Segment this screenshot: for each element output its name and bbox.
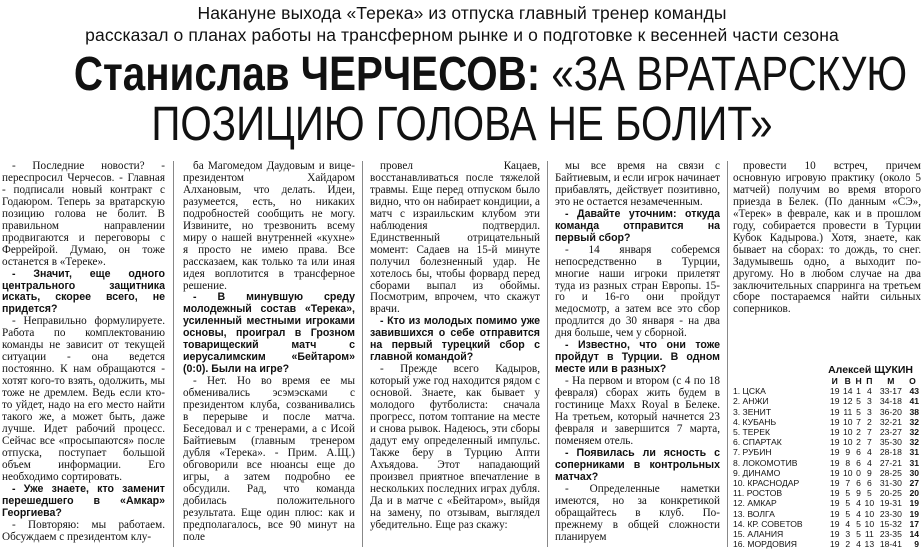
standings-body — [733, 386, 919, 549]
standings-draws: 4 — [856, 508, 861, 519]
standings-goals: 23-27 — [879, 427, 902, 438]
standings-losses: 13 — [864, 539, 875, 549]
standings-games: 19 — [829, 518, 840, 529]
standings-wins: 4 — [845, 518, 851, 529]
article-paragraph: - Повторяю: мы работаем. Обсуждаем с президентом клу- — [2, 518, 165, 543]
standings-team: 9. ДИНАМО — [733, 467, 781, 478]
standings-points: 30 — [909, 467, 919, 478]
standings-goals: 20-25 — [879, 488, 902, 499]
standings-header-team — [733, 376, 828, 386]
standings-row — [733, 529, 919, 539]
standings-losses: 7 — [866, 437, 872, 448]
standings-points: 32 — [909, 416, 919, 427]
column-divider — [173, 161, 174, 547]
interview-question: - Уже знаете, кто заменит перешедшего в «Амкар» Георгиева? — [2, 482, 165, 519]
standings-team: 11. РОСТОВ — [733, 488, 783, 499]
standings-draws: 4 — [856, 539, 861, 549]
standings-wins: 2 — [845, 539, 851, 549]
column-divider — [547, 161, 548, 547]
standings-points: 32 — [909, 427, 919, 438]
standings-games: 19 — [829, 529, 840, 540]
standings-draws: 5 — [856, 396, 861, 407]
standings-points: 43 — [909, 386, 919, 397]
standings-losses: 3 — [866, 396, 872, 407]
standings-losses: 6 — [866, 478, 872, 489]
standings-team: 1. ЦСКА — [733, 386, 766, 397]
standings-row — [733, 407, 919, 417]
standings-losses: 10 — [864, 498, 875, 509]
standings-goals: 18-41 — [879, 539, 902, 549]
headline-quote-1: «ЗА ВРАТАРСКУЮ — [551, 48, 908, 101]
headline-line-1 — [73, 48, 908, 101]
interview-question: - Появилась ли ясность с соперниками в контрольных матчах? — [555, 446, 720, 483]
standings-draws: 2 — [856, 437, 861, 448]
standings-table — [733, 376, 919, 549]
standings-team: 14. КР. СОВЕТОВ — [733, 518, 803, 529]
standings-team: 6. СПАРТАК — [733, 437, 782, 448]
standings-losses: 10 — [864, 518, 875, 529]
standings-points: 14 — [909, 529, 919, 540]
standings-games: 19 — [829, 488, 840, 499]
standings-losses: 4 — [866, 457, 872, 468]
standings-header-games: И — [831, 376, 838, 386]
article-paragraph: - 14 января соберемся непосредственно в Турции, многие наши игроки прилетят туда из разных стран Европы. 15-го и 16-го они пройдут медосмотр, а затем все это сбор продлится до 30 января - на два дня больше, чем у сборной. — [555, 243, 720, 340]
standings-goals: 35-30 — [879, 437, 902, 448]
standings-row — [733, 498, 919, 508]
standings-points: 19 — [909, 508, 919, 519]
standings-team: 12. АМКАР — [733, 498, 777, 509]
standings-draws: 5 — [856, 406, 861, 417]
standings-draws: 5 — [856, 518, 861, 529]
interview-question: - Известно, что они тоже пройдут в Турции. В одном месте или в разных? — [555, 339, 720, 376]
standings-games: 19 — [829, 416, 840, 427]
headline — [0, 50, 924, 150]
standings-wins: 14 — [843, 386, 853, 397]
interview-question: - В минувшую среду молодежный состав «Терека», усиленный местными игроками основы, проиграл в Грозном товарищеский матч с иерусалимским «Бейтаром» (0:0). Были на игре? — [183, 291, 355, 376]
standings-header-draws: Н — [855, 376, 862, 386]
article-paragraph: - Прежде всего Кадыров, который уже год находится рядом с основой. Знаете, как бывает у молодого футболиста: сначала прогресс, потом топтание на месте и снова рывок. Надеюсь, эти сборы дадут ему определенный импульс. Также беру в Турцию Апти Ахъядова. Этот нападающий произвел приятное впечатление в нескольких последних играх дубля. Да и в матче с «Бейтаром», выйдя на замену, по отзывам, выглядел убедительно. Еще раз скажу: — [370, 363, 540, 531]
article-paragraph: ба Магомедом Даудовым и вице-президентом Хайдаром Алхановым, что делать. Идеи, разумеется, есть, но никаких подробностей сообщить не могу. Извините, но трезвонить всему миру о нашей внутренней «кухне» я просто не имею права. Все рассказаем, как только та или иная идея воплотится в трансферное решение. — [183, 161, 355, 292]
standings-team: 5. ТЕРЕК — [733, 427, 771, 438]
author-byline: Алексей ЩУКИН — [828, 364, 913, 376]
standings-points: 19 — [909, 498, 919, 509]
standings-wins: 8 — [845, 457, 851, 468]
article-paragraph: провести 10 встреч, причем основную игровую практику (около 5 матчей) получим во время второго приезда в Белек. (По данным «СЭ», «Терек» в феврале, как и в прошлом году, собирается провести в Турции Кубок Кадырова.) Хотя, знаете, как бывает на сборах: то дождь, то снег. Задумывешь одно, а выходит по-другому. Но в любом случае на два заключительных спарринга на третьем сборе постараемся найти сильных соперников. — [733, 161, 921, 316]
standings-goals: 32-21 — [879, 416, 902, 427]
standings-draws: 9 — [856, 488, 861, 499]
standings-losses: 5 — [866, 488, 872, 499]
standings-losses: 11 — [864, 529, 874, 540]
standings-games: 19 — [829, 386, 840, 397]
standings-points: 31 — [909, 447, 919, 458]
standings-team: 3. ЗЕНИТ — [733, 406, 772, 417]
standings-row — [733, 437, 919, 447]
standings-games: 19 — [829, 508, 840, 519]
lead-paragraph — [0, 2, 924, 46]
standings-row — [733, 427, 919, 437]
standings-row — [733, 509, 919, 519]
article-column-4 — [555, 161, 720, 549]
standings-goals: 23-30 — [879, 508, 902, 519]
standings-row — [733, 447, 919, 457]
standings-row — [733, 468, 919, 478]
standings-points: 38 — [909, 406, 919, 417]
standings-goals: 34-18 — [879, 396, 902, 407]
standings-wins: 3 — [845, 529, 851, 540]
standings-goals: 27-21 — [879, 457, 902, 468]
standings-row — [733, 519, 919, 529]
standings-losses: 4 — [866, 386, 872, 397]
headline-line-2: ПОЗИЦИЮ ГОЛОВА НЕ БОЛИТ» — [151, 98, 773, 151]
standings-goals: 15-32 — [879, 518, 902, 529]
standings-losses: 3 — [866, 406, 872, 417]
standings-draws: 5 — [856, 529, 861, 540]
standings-points: 9 — [914, 539, 919, 549]
standings-points: 32 — [909, 437, 919, 448]
standings-games: 19 — [829, 457, 840, 468]
standings-goals: 28-18 — [879, 447, 902, 458]
article-column-5 — [733, 161, 921, 549]
column-divider — [362, 161, 363, 547]
standings-games: 19 — [829, 467, 840, 478]
article-column-1 — [2, 161, 165, 549]
standings-draws: 6 — [856, 447, 861, 458]
standings-goals: 33-17 — [879, 386, 902, 397]
interview-question: - Кто из молодых помимо уже завившихся о себе отправится на первый турецкий сбор с главной командой? — [370, 315, 540, 364]
standings-points: 41 — [909, 396, 919, 407]
article-paragraph: - Определенные наметки имеются, но за конкретикой обращайтесь в клуб. По-прежнему в общей сложности планируем — [555, 482, 720, 543]
standings-wins: 10 — [843, 437, 853, 448]
standings-draws: 1 — [856, 386, 861, 397]
standings-points: 31 — [909, 457, 919, 468]
standings-row — [733, 539, 919, 549]
standings-header-losses: П — [866, 376, 873, 386]
standings-team: 13. ВОЛГА — [733, 508, 775, 519]
standings-header-points: О — [909, 376, 916, 386]
standings-losses: 4 — [866, 447, 872, 458]
standings-draws: 6 — [856, 457, 861, 468]
standings-losses: 10 — [864, 508, 875, 519]
lead-line-2: рассказал о планах работы на трансферном рынке и о подготовке к весенней части сезона — [85, 25, 839, 45]
article-paragraph: мы все время на связи с Байтиевым, и если игрок начинает прибавлять, действует позитивно, это не остается незамеченным. — [555, 161, 720, 208]
standings-draws: 6 — [856, 478, 861, 489]
standings-wins: 12 — [843, 396, 853, 407]
standings-row — [733, 396, 919, 406]
standings-goals: 28-25 — [879, 467, 902, 478]
standings-losses: 7 — [866, 427, 872, 438]
standings-games: 19 — [829, 447, 840, 458]
standings-header-wins: В — [844, 376, 851, 386]
standings-header-row — [733, 376, 919, 386]
article-paragraph: - Неправильно формулируете. Работа по комплектованию команды не зависит от текущей ситуации - она ведется постоянно. К нам обращаются - хотят кого-то взять, одолжить, мы тоже не дремлем. Ведь если кто-то уйдет, надо на его место найти такого же, а может быть, даже лучше. Идет рабочий процесс. Сейчас все «просыпаются» после отпуска, поступает большой объем информации. Его необходимо сортировать. — [2, 315, 165, 483]
standings-header-goals: М — [887, 376, 895, 386]
standings-wins: 10 — [843, 467, 853, 478]
standings-wins: 11 — [843, 406, 853, 417]
standings-team: 2. АНЖИ — [733, 396, 769, 407]
interview-question: - Давайте уточним: откуда команда отправится на первый сбор? — [555, 207, 720, 244]
standings-losses: 9 — [866, 467, 872, 478]
standings-goals: 19-31 — [879, 498, 902, 509]
column-divider — [727, 161, 728, 547]
standings-points: 27 — [909, 478, 919, 489]
standings-draws: 0 — [856, 467, 861, 478]
article-column-5-text — [733, 161, 921, 362]
standings-row — [733, 478, 919, 488]
standings-points: 20 — [909, 488, 919, 499]
standings-wins: 5 — [845, 508, 851, 519]
standings-games: 19 — [829, 427, 840, 438]
article-body — [0, 161, 924, 549]
standings-games: 19 — [829, 437, 840, 448]
standings-row — [733, 386, 919, 396]
standings-team: 16. МОРДОВИЯ — [733, 539, 797, 549]
standings-games: 19 — [829, 478, 840, 489]
standings-goals: 36-20 — [879, 406, 902, 417]
standings-wins: 5 — [845, 488, 851, 499]
article-paragraph: - Нет. Но во время ее мы обменивались эсэмэсками с президентом клуба, созванивались в перерыве и после матча. Беседовал и с тренерами, а с Исой Байтиевым (главным тренером дубля «Терека». - Прим. А.Щ.) обговорили все нюансы еще до игры, а затем подробно ее обсудили. Рад, что команда добилась положительного результата. Еще один плюс: как и предполагалось, все 90 минут на поле — [183, 375, 355, 543]
standings-wins: 7 — [845, 478, 851, 489]
standings-goals: 23-35 — [879, 529, 902, 540]
article-column-2 — [183, 161, 355, 549]
standings-games: 19 — [829, 396, 840, 407]
headline-name: Станислав ЧЕРЧЕСОВ: — [73, 48, 541, 101]
standings-row — [733, 417, 919, 427]
standings-team: 10. КРАСНОДАР — [733, 478, 800, 489]
standings-wins: 5 — [845, 498, 851, 509]
standings-row — [733, 488, 919, 498]
standings-losses: 2 — [866, 416, 872, 427]
standings-wins: 9 — [845, 447, 851, 458]
standings-team: 7. РУБИН — [733, 447, 772, 458]
standings-team: 4. КУБАНЬ — [733, 416, 777, 427]
standings-draws: 7 — [856, 416, 861, 427]
standings-wins: 10 — [843, 427, 853, 438]
article-paragraph: - Последние новости? - переспросил Черчесов. - Главная - подписали новый контракт с Годаюром. Теперь за вратарскую позицию голова не болит. В правильном направлении продвигаются и переговоры с Феррейрой. Думаю, он тоже останется в «Тереке». — [2, 161, 165, 268]
article-paragraph: провел Кацаев, восстанавливаться после тяжелой травмы. Еще перед отпуском было видно, что он набирает кондиции, а матч с израильским клубом эти наблюдения подтвердил. Единственный отрицательный момент: Садаев на 15-й минуте получил болезненный удар. Не хотелось бы, чтобы форвард перед сборами выпал из обоймы. Посмотрим, впрочем, что скажут врачи. — [370, 161, 540, 316]
standings-row — [733, 458, 919, 468]
standings-games: 19 — [829, 539, 840, 549]
standings-draws: 4 — [856, 498, 861, 509]
standings-goals: 31-30 — [879, 478, 902, 489]
article-column-3 — [370, 161, 540, 549]
lead-line-1: Накануне выхода «Терека» из отпуска главный тренер команды — [197, 3, 727, 23]
standings-points: 17 — [909, 518, 919, 529]
standings-games: 19 — [829, 498, 840, 509]
standings-games: 19 — [829, 406, 840, 417]
standings-team: 8. ЛОКОМОТИВ — [733, 457, 798, 468]
standings-team: 15. АЛАНИЯ — [733, 529, 784, 540]
interview-question: - Значит, еще одного центрального защитника искать, скорее всего, не придется? — [2, 267, 165, 316]
standings-wins: 10 — [843, 416, 853, 427]
article-paragraph: - На первом и втором (с 4 по 18 февраля) сборах жить будем в гостинице Maxx Royal в Белеке. На третьем, который начнется 23 февраля и завершится 7 марта, поменяем отель. — [555, 375, 720, 447]
standings-draws: 2 — [856, 427, 861, 438]
